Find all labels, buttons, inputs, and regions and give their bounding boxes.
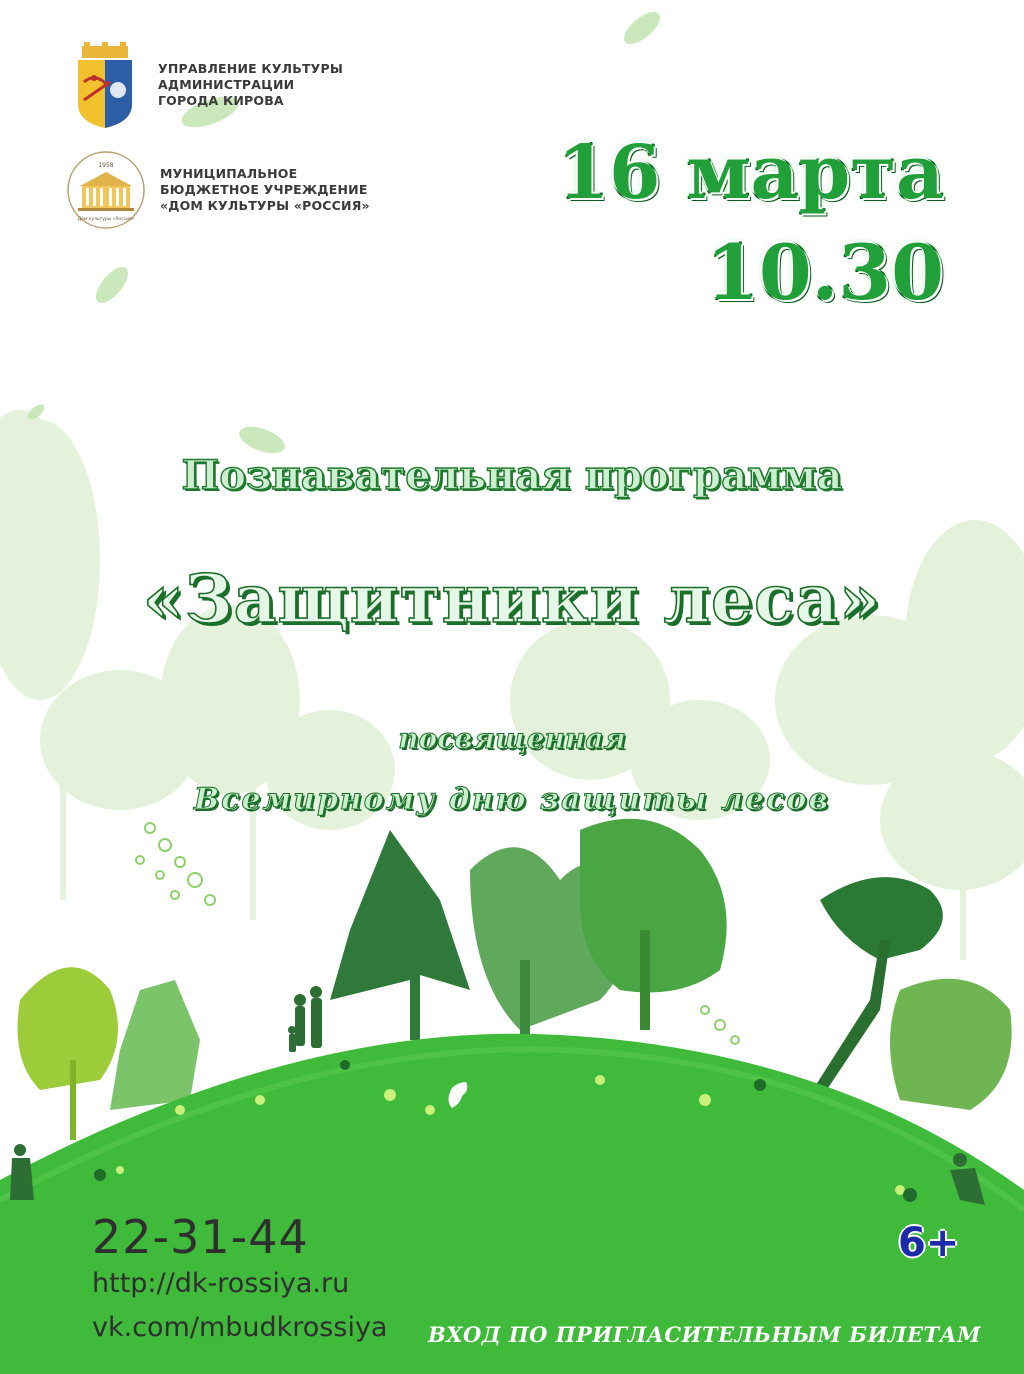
website-link[interactable]: http://dk-rossiya.ru [92, 1268, 350, 1299]
event-title: «Защитники леса» [142, 560, 882, 638]
kirov-coat-of-arms-icon [74, 42, 136, 128]
event-date: 16 марта [557, 130, 944, 216]
emblem-name: Дом культуры «Россия» [77, 217, 135, 222]
org-line: АДМИНИСТРАЦИИ [158, 77, 295, 92]
dedication-line-2: Всемирному дню защиты лесов [193, 782, 831, 817]
vk-link[interactable]: vk.com/mbudkrossiya [92, 1312, 388, 1343]
org-kirov-culture [74, 42, 343, 128]
org-line: «ДОМ КУЛЬТУРЫ «РОССИЯ» [160, 198, 370, 213]
org-line: УПРАВЛЕНИЕ КУЛЬТУРЫ [158, 61, 344, 76]
event-time: 10.30 [706, 228, 944, 317]
org-culture-house [66, 150, 370, 230]
org-line: МУНИЦИПАЛЬНОЕ [160, 166, 298, 181]
culture-house-emblem-icon [66, 150, 146, 230]
age-rating-badge: 6+ [898, 1220, 960, 1266]
org-line: ГОРОДА КИРОВА [158, 93, 284, 108]
emblem-year: 1958 [98, 162, 114, 169]
org-line: БЮДЖЕТНОЕ УЧРЕЖДЕНИЕ [160, 182, 368, 197]
program-label: Познавательная программа [181, 452, 843, 499]
phone-number: 22-31-44 [92, 1210, 309, 1264]
entry-note: ВХОД ПО ПРИГЛАСИТЕЛЬНЫМ БИЛЕТАМ [428, 1322, 981, 1347]
dedication-line-1: посвященная [398, 722, 626, 755]
